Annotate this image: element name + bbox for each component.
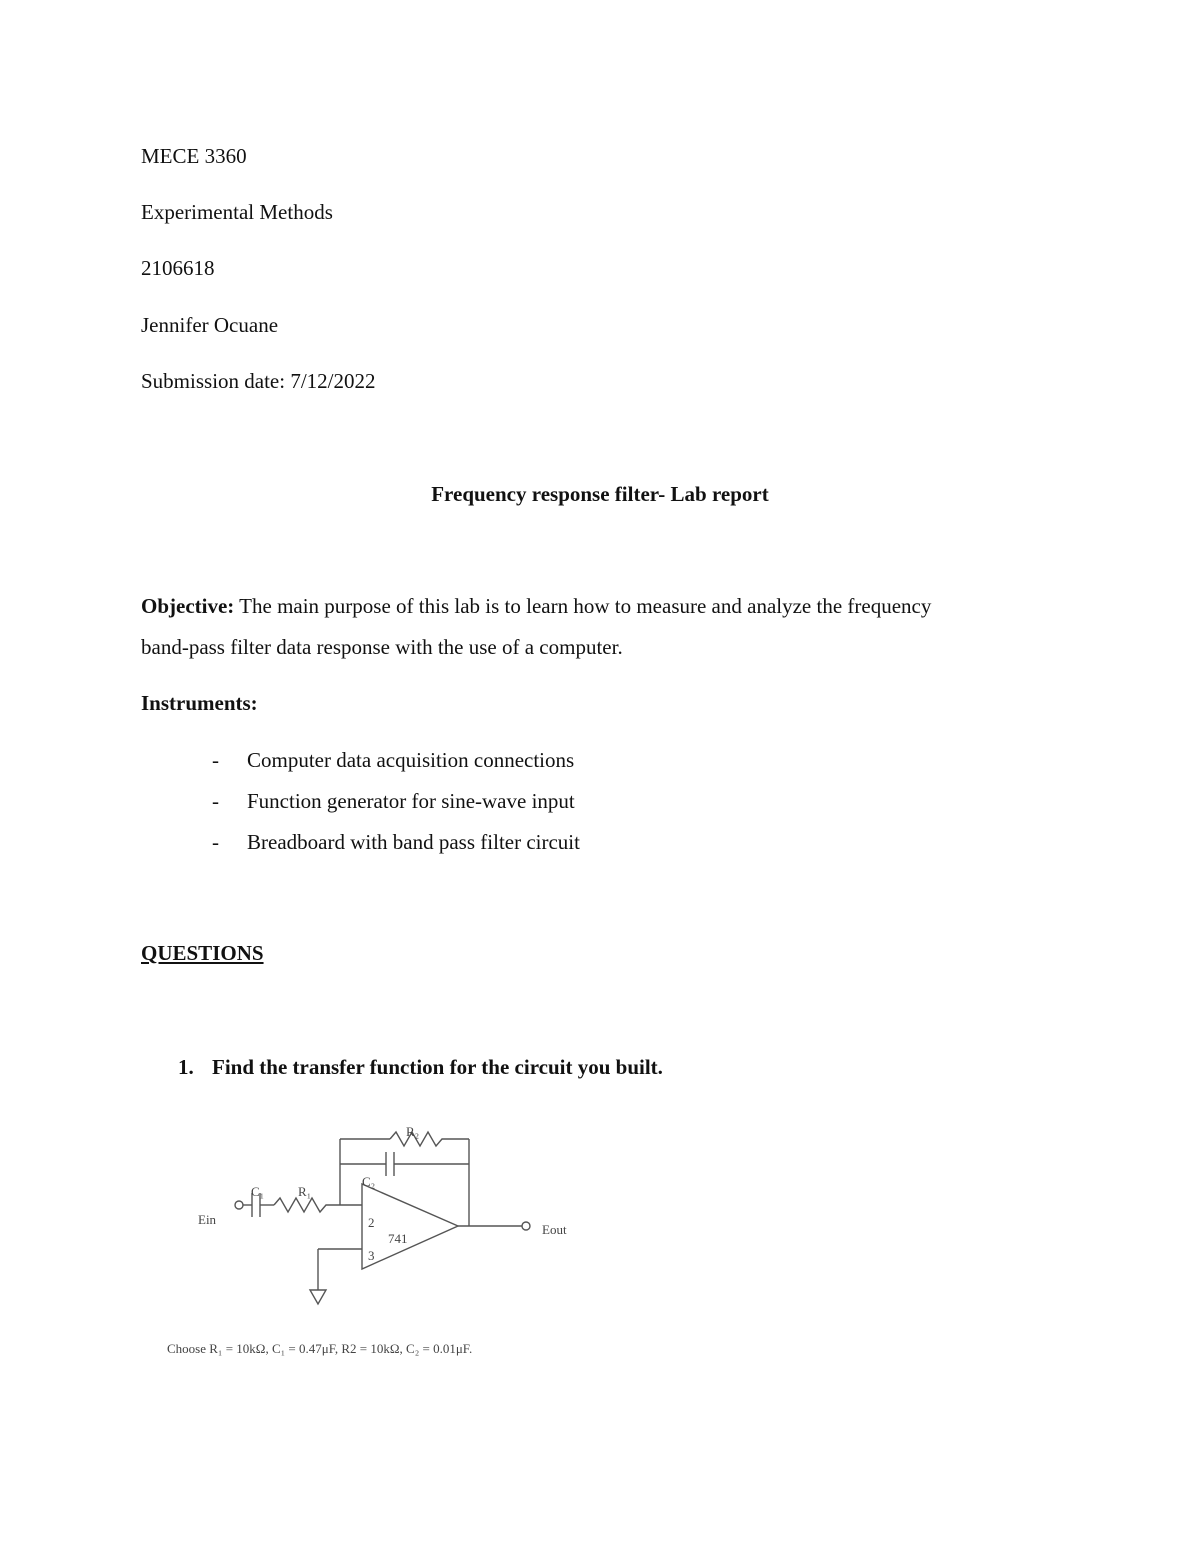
student-name: Jennifer Ocuane [141,313,279,337]
submission-date: Submission date: 7/12/2022 [141,369,376,393]
c2-label: C₂ [362,1174,376,1189]
eout-terminal [522,1222,530,1230]
component-values-caption: Choose R₁ = 10kΩ, C₁ = 0.47μF, R2 = 10kΩ, C₂ = 0.01μF. [167,1341,473,1356]
questions-heading: QUESTIONS [141,941,264,965]
opamp-label: 741 [388,1231,408,1246]
instruments-heading: Instruments: [141,691,258,715]
instrument-item: Function generator for sine-wave input [247,789,575,813]
ein-label: Ein [198,1212,217,1227]
bullet-dash: - [212,748,219,772]
ein-terminal [235,1201,243,1209]
r1-label: R₁ [298,1184,312,1199]
bullet-dash: - [212,830,219,854]
objective-line-1 [141,594,931,619]
bandpass-circuit-diagram [190,1112,590,1312]
pin3-label: 3 [368,1248,375,1263]
question-number: 1. [178,1055,194,1079]
objective-line-2: band-pass filter data response with the use of a computer. [141,635,623,659]
pin2-label: 2 [368,1215,375,1230]
instrument-item: Computer data acquisition connections [247,748,575,772]
r2-label: R₂ [406,1124,420,1139]
c1-label: C₁ [251,1184,265,1199]
eout-label: Eout [542,1222,567,1237]
bullet-dash: - [212,789,219,813]
instrument-item: Breadboard with band pass filter circuit [247,830,580,854]
objective-text-1: The main purpose of this lab is to learn how to measure and analyze the frequency [234,594,932,618]
report-title: Frequency response filter- Lab report [431,482,769,506]
question-text: Find the transfer function for the circuit you built. [212,1055,663,1079]
objective-label: Objective: [141,594,235,618]
course-name: Experimental Methods [141,200,333,224]
student-id: 2106618 [141,256,215,280]
course-code: MECE 3360 [141,144,247,168]
